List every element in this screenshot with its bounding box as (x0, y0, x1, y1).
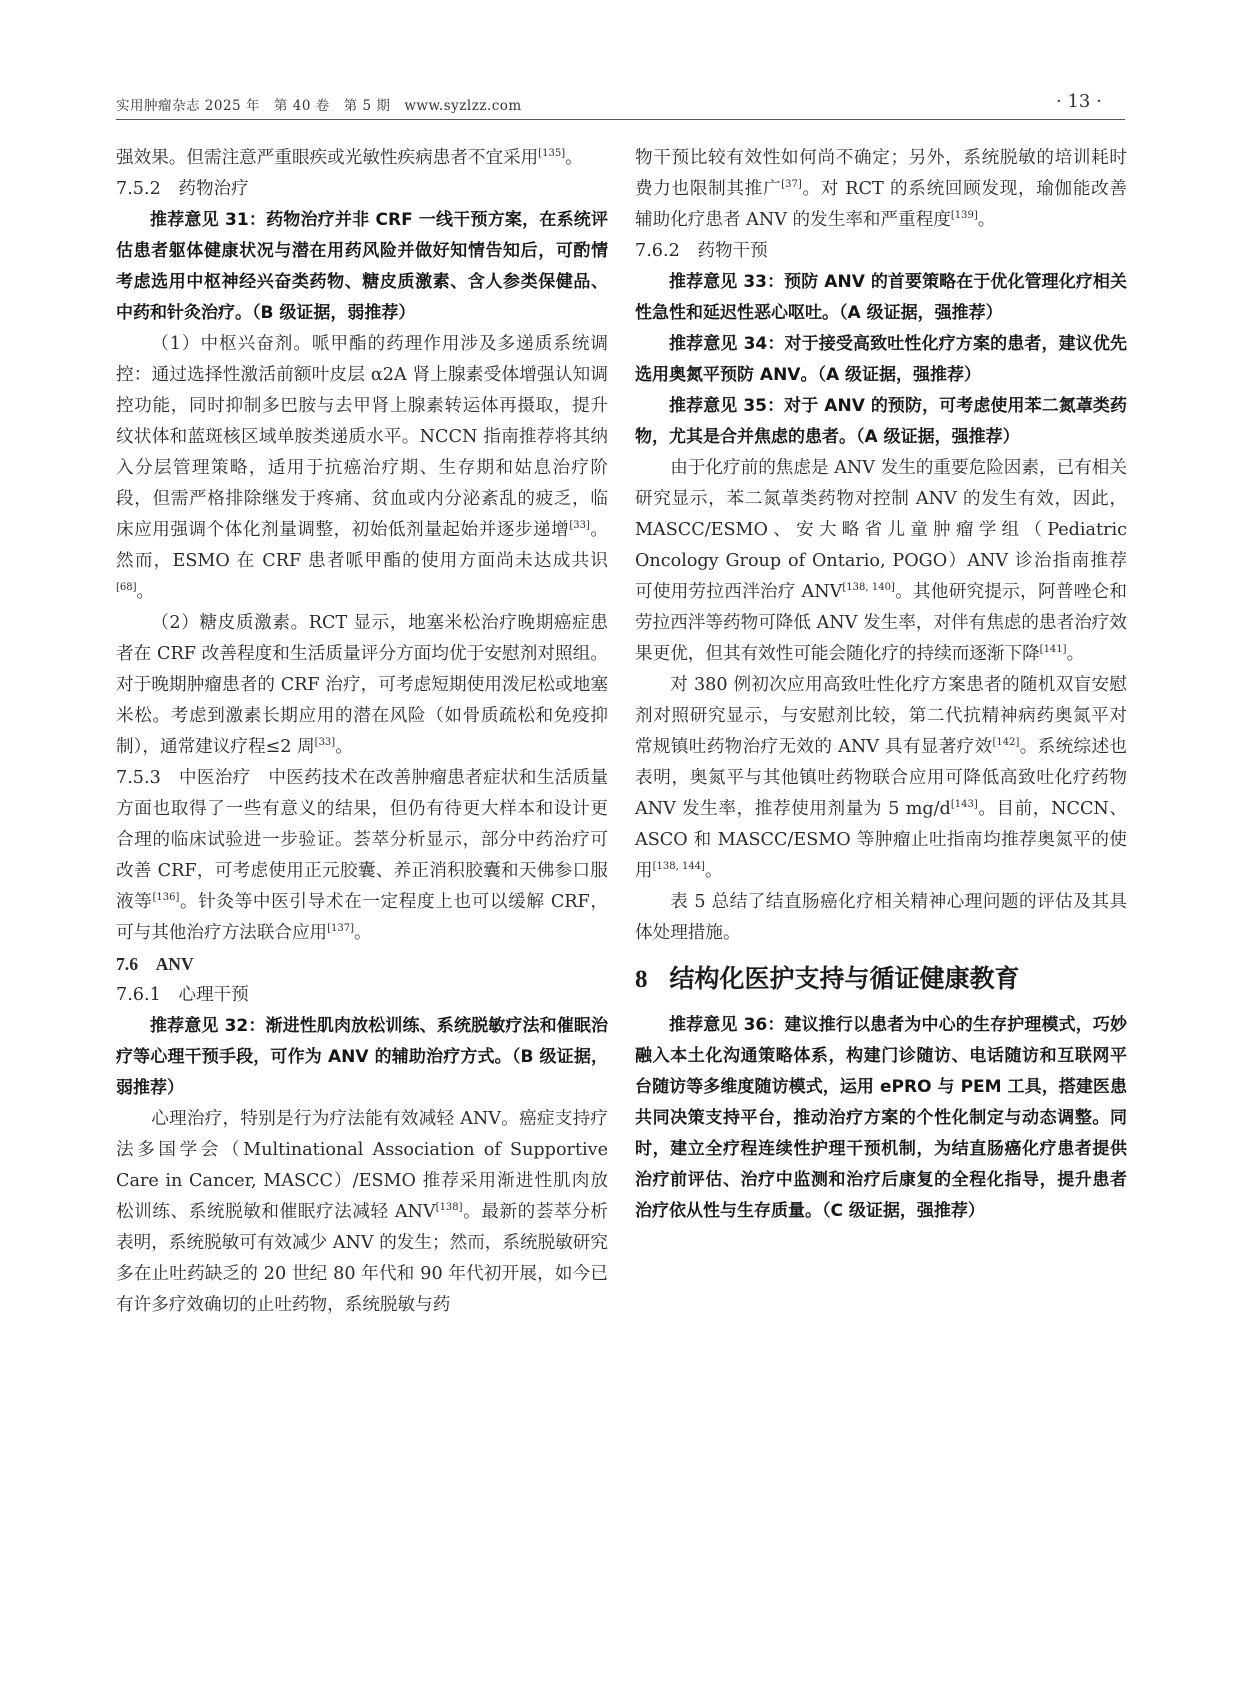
paragraph (635, 453, 1127, 670)
paragraph-text: 7.6 ANV (116, 954, 194, 974)
header-rule (116, 119, 1125, 120)
paragraph (116, 608, 608, 763)
citation-ref: [138] (435, 1202, 463, 1213)
paragraph-text: 。目前，NCCN、ASCO 和 MASCC/ESMO 等肿瘤止吐指南均推荐奥氮平的使用 (635, 799, 1127, 881)
citation-ref: [37] (781, 179, 802, 190)
citation-ref: [143] (950, 799, 978, 810)
paragraph-text: 推荐意见 33：预防 ANV 的首要策略在于优化管理化疗相关性急性和延迟性恶心呕吐。（A 级证据，强推荐） (635, 272, 1127, 323)
citation-ref: [138, 144] (652, 861, 705, 872)
paragraph-text: 推荐意见 34：对于接受高致吐性化疗方案的患者，建议优先选用奥氮平预防 ANV。（A 级证据，强推荐） (635, 334, 1127, 385)
section-title: 结构化医护支持与循证健康教育 (669, 964, 1020, 993)
section-text (116, 980, 608, 1011)
paragraph-text: 强效果。但需注意严重眼疾或光敏性疾病患者不宜采用 (116, 148, 539, 168)
citation-ref: [141] (1039, 644, 1067, 655)
left-column (116, 143, 608, 1321)
paragraph-text: 。 (335, 737, 353, 757)
paragraph (116, 1104, 608, 1321)
paragraph-text: 。 (704, 861, 723, 881)
paragraph-text: （2）糖皮质激素。RCT 显示，地塞米松治疗晚期癌症患者在 CRF 改善程度和生活质量评分方面均优于安慰剂对照组。对于晚期肿瘤患者的 CRF 治疗，可考虑短期使用泼尼松或地塞米松。考虑到激素长期应用的潜在风险（如骨质疏松和免疫抑制），通常建议疗程≤2 周 (116, 613, 608, 757)
paragraph-text: 7.5.3 中医治疗 中医药技术在改善肿瘤患者症状和生活质量方面也取得了一些有意义的结果，但仍有待更大样本和设计更合理的临床试验进一步验证。荟萃分析显示，部分中药治疗可改善 CRF，可考虑使用正元胶囊、养正消积胶囊和天佛参口服液等 (116, 768, 608, 912)
citation-ref: [68] (116, 582, 137, 593)
paragraph-text: 。 (977, 210, 996, 230)
citation-ref: [142] (992, 737, 1020, 748)
citation-ref: [139] (950, 210, 978, 221)
section-text (116, 174, 608, 205)
paragraph-text: 物干预比较有效性如何尚不确定；另外，系统脱敏的培训耗时费力也限制其推广 (635, 148, 1127, 199)
paragraph-text: 推荐意见 36：建议推行以患者为中心的生存护理模式，巧妙融入本土化沟通策略体系，构建门诊随访、电话随访和互联网平台随访等多维度随访模式，运用 ePRO 与 PEM 工具，搭建医患共同决策支持平台，推动治疗方案的个性化制定与动态调整。同时，建立全疗程连续性护理干预机制，为结直肠癌化疗患者提供治疗前评估、治疗中监测和治疗后康复的全程化指导，提升患者治疗依从性与生存质量。（C 级证据，强推荐） (635, 1015, 1127, 1221)
recommendation (116, 1011, 608, 1104)
paragraph-text: 。其他研究提示，阿普唑仑和劳拉西泮等药物可降低 ANV 发生率，对伴有焦虑的患者治疗效果更优，但其有效性可能会随化疗的持续而逐渐下降 (635, 582, 1127, 664)
paragraph-text: 7.6.2 药物干预 (635, 241, 768, 261)
paragraph-text: 。针灸等中医引导术在一定程度上也可以缓解 CRF，可与其他治疗方法联合应用 (116, 892, 608, 943)
citation-ref: [33] (569, 520, 590, 531)
paragraph-text: （1）中枢兴奋剂。哌甲酯的药理作用涉及多递质系统调控：通过选择性激活前额叶皮层 α2A 肾上腺素受体增强认知调控功能，同时抑制多巴胺与去甲肾上腺素转运体再摄取，提升纹状体和蓝斑核区域单胺类递质水平。NCCN 指南推荐将其纳入分层管理策略，适用于抗癌治疗期、生存期和姑息治疗阶段，但需严格排除继发于疼痛、贫血或内分泌紊乱的疲乏，临床应用强调个体化剂量调整，初始低剂量起始并逐步递增 (116, 334, 608, 540)
paragraph-text: 推荐意见 31：药物治疗并非 CRF 一线干预方案，在系统评估患者躯体健康状况与潜在用药风险并做好知情告知后，可酌情考虑选用中枢神经兴奋类药物、糖皮质激素、含人参类保健品、中药和针灸治疗。（B 级证据，弱推荐） (116, 210, 608, 323)
paragraph (116, 143, 608, 174)
paragraph-text: 。然而，ESMO 在 CRF 患者哌甲酯的使用方面尚未达成共识 (116, 520, 608, 571)
section-text (116, 763, 608, 949)
paragraph-text: 心理治疗，特别是行为疗法能有效减轻 ANV。癌症支持疗法多国学会（Multinational Association of Supportive Care in Cancer, MASCC）/ESMO 推荐采用渐进性肌肉放松训练、系统脱敏和催眠疗法减轻 ANV (116, 1109, 608, 1222)
recommendation (635, 267, 1127, 329)
paragraph-text: 由于化疗前的焦虑是 ANV 发生的重要危险因素，已有相关研究显示，苯二氮䓬类药物对控制 ANV 的发生有效，因此，MASCC/ESMO、安大略省儿童肿瘤学组（Pediatric Oncology Group of Ontario, POGO）ANV 诊治指南推荐可使用劳拉西泮治疗 ANV (635, 458, 1127, 602)
paragraph-text: 7.6.1 心理干预 (116, 985, 249, 1005)
citation-ref: [137] (327, 923, 355, 934)
paragraph-text: 表 5 总结了结直肠癌化疗相关精神心理问题的评估及其具体处理措施。 (635, 892, 1127, 943)
paragraph-text: 。对 RCT 的系统回顾发现，瑜伽能改善辅助化疗患者 ANV 的发生率和严重程度 (635, 179, 1127, 230)
paragraph-text: 推荐意见 35：对于 ANV 的预防，可考虑使用苯二氮䓬类药物，尤其是合并焦虑的患者。（A 级证据，强推荐） (635, 396, 1127, 447)
section-heading (635, 959, 1127, 1000)
paragraph (635, 670, 1127, 887)
citation-ref: [136] (152, 892, 180, 903)
citation-ref: [33] (314, 737, 336, 748)
recommendation (635, 329, 1127, 391)
recommendation (635, 391, 1127, 453)
paragraph (635, 143, 1127, 236)
citation-ref: [138, 140] (842, 582, 895, 593)
running-header: 实用肿瘤杂志 2025 年 第 40 卷 第 5 期 www.syzlzz.com (116, 98, 522, 114)
paragraph-text: 对 380 例初次应用高致吐性化疗方案患者的随机双盲安慰剂对照研究显示，与安慰剂比较，第二代抗精神病药奥氮平对常规镇吐药物治疗无效的 ANV 具有显著疗效 (635, 675, 1127, 757)
paragraph-text: 。 (136, 582, 155, 602)
citation-ref: [135] (538, 148, 566, 159)
paragraph-text: 。 (1066, 644, 1085, 664)
recommendation (116, 205, 608, 329)
paragraph-text: 。最新的荟萃分析表明，系统脱敏可有效减少 ANV 的发生；然而，系统脱敏研究多在止吐药缺乏的 20 世纪 80 年代和 90 年代初开展，如今已有许多疗效确切的止吐药物，系统脱敏与药 (116, 1202, 608, 1315)
paragraph-text: 7.5.2 药物治疗 (116, 179, 249, 199)
right-column (635, 143, 1127, 1227)
recommendation (635, 1010, 1127, 1227)
paragraph-text: 。 (565, 148, 583, 168)
paragraph-text: 推荐意见 32：渐进性肌肉放松训练、系统脱敏疗法和催眠治疗等心理干预手段，可作为 ANV 的辅助治疗方式。（B 级证据，弱推荐） (116, 1016, 608, 1098)
section-text (635, 236, 1127, 267)
paragraph-text: 。 (354, 923, 372, 943)
page-number: · 13 · (1056, 91, 1102, 112)
section-text (116, 949, 608, 980)
paragraph-text: 。系统综述也表明，奥氮平与其他镇吐药物联合应用可降低高致吐化疗药物 ANV 发生率，推荐使用剂量为 5 mg/d (635, 737, 1127, 819)
paragraph (635, 887, 1127, 949)
paragraph (116, 329, 608, 608)
section-number: 8 (635, 966, 648, 993)
